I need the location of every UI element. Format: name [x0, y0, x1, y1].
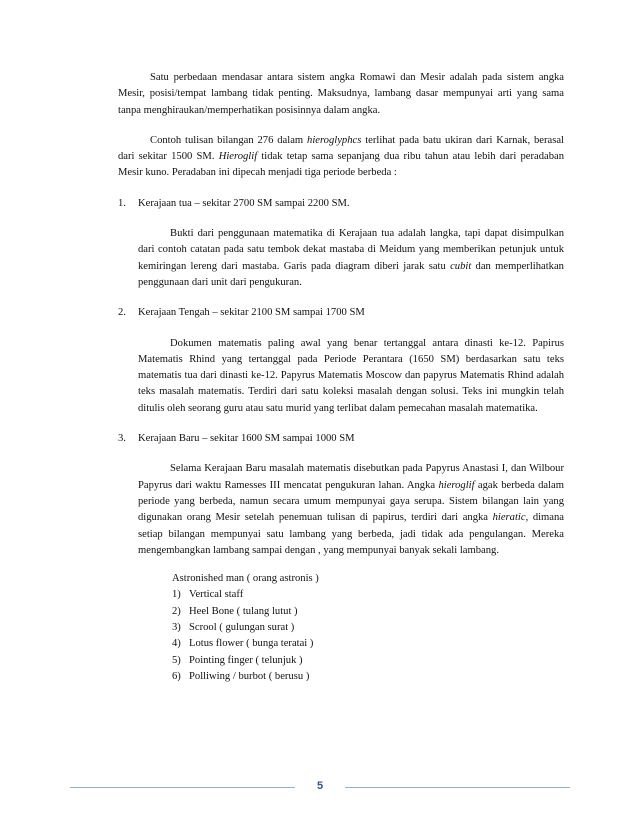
- list-item-text: Pointing finger ( telunjuk ): [189, 654, 303, 666]
- list-item-number: 3): [172, 622, 181, 634]
- list-item-text: Scrool ( gulungan surat ): [189, 622, 295, 634]
- page-number: 5: [316, 780, 324, 792]
- list-item: [172, 587, 564, 603]
- term-hieroglif: Hieroglif: [218, 151, 258, 163]
- period-3-paragraph: [138, 461, 564, 559]
- term-hieroglif: hieroglif: [438, 479, 475, 491]
- example-text-b: terlihat pada batu ukiran dari Karnak, berasal dari sekitar 1500 SM.: [118, 134, 564, 163]
- term-cubit: cubit: [450, 260, 472, 272]
- intro-paragraph: Satu perbedaan mendasar antara sistem angka Romawi dan Mesir adalah pada sistem angka Mesir, posisi/tempat lambang tidak penting. Maksudnya, lambang dasar mempunyai arti yang sama tanpa menghiraukan/memperhatikan posisinnya dalam angka.: [118, 72, 564, 116]
- period-1-body: [118, 226, 564, 291]
- period-1-heading: [118, 196, 564, 212]
- period-1-text-a: Bukti dari penggunaan matematika di Kerajaan tua adalah langka, tapi dapat disimpulkan dari contoh catatan pada satu tembok dekat mastaba di Meidum yang memberikan petunjuk untuk kemiringan lereng dari mastaba. Garis pada diagram diberi jarak satu: [138, 228, 564, 272]
- page-footer: [70, 778, 570, 798]
- page-content: [118, 70, 564, 685]
- term-hieratic: hieratic: [492, 512, 526, 524]
- example-paragraph: [118, 133, 564, 182]
- symbol-list: [138, 571, 564, 685]
- period-3-text-c: , dimana setiap bilangan mempunyai satu lambang yang berbeda, jadi tidak ada pengulangan. Mereka mengembangkan lambang sampai dengan , yang mempunyai banyak sekali lambang.: [138, 512, 565, 556]
- example-text-a: Contoh tulisan bilangan 276 dalam: [150, 134, 308, 146]
- list-item-number: 2): [172, 605, 181, 617]
- list-item-text: Lotus flower ( bunga teratai ): [189, 638, 314, 650]
- footer-rule-left: [70, 787, 295, 788]
- period-number: 3.: [118, 433, 126, 445]
- period-3-text-a: Selama Kerajaan Baru masalah matematis disebutkan pada Papyrus Anastasi I, dan Wilbour Papyrus dari waktu Ramesses III mencatat pengukuran lahan. Angka: [138, 463, 564, 491]
- list-item-number: 5): [172, 654, 181, 666]
- period-3-body: [118, 461, 564, 685]
- example-text-c: tidak tetap sama sepanjang dua ribu tahun atau lebih dari peradaban Mesir kuno. Peradaban ini dipecah menjadi tiga periode berbeda :: [118, 151, 565, 179]
- period-2-body: [118, 336, 564, 417]
- list-item: [172, 653, 564, 669]
- term-hieroglyphcs: hieroglyphcs: [307, 134, 362, 146]
- period-title: Kerajaan tua – sekitar 2700 SM sampai 2200 SM.: [138, 197, 350, 209]
- period-number: 1.: [118, 197, 126, 209]
- list-item-text: Vertical staff: [189, 589, 244, 601]
- list-item-text: Polliwing / burbot ( berusu ): [189, 670, 310, 682]
- list-item-number: 1): [172, 589, 181, 601]
- period-2-paragraph: Dokumen matematis paling awal yang benar tertanggal antara dinasti ke-12. Papirus Matematis Rhind yang tertanggal pada Periode Perantara (1650 SM) berdasarkan satu teks matematis tua dari dinasti ke-12. Papyrus Matematis Moscow dan papyrus Matematis Rhind adalah teks masalah matematis. Terdiri dari satu koleksi masalah dengan solusi. Teks ini mungkin telah ditulis oleh seorang guru atau satu murid yang terlibat dalam pemecahan masalah matematika.: [138, 337, 564, 414]
- period-1-text-b: dan memperlihatkan penggunaan dari unit dari pengukuran.: [138, 260, 564, 288]
- list-item-number: 4): [172, 638, 181, 650]
- list-item-text: Heel Bone ( tulang lutut ): [189, 605, 298, 617]
- symbol-list-title: Astronished man ( orang astronis ): [172, 573, 319, 585]
- period-3-text-b: agak berbeda dalam periode yang berbeda, namun secara umum mempunyai gaya serupa. Sistem bilangan lain yang digunakan orang Mesir setelah penemuan tulisan di papirus, terdiri dari angka: [138, 479, 565, 524]
- period-number: 2.: [118, 307, 126, 319]
- list-item: [172, 620, 564, 636]
- footer-rule-right: [345, 787, 570, 788]
- list-item-number: 6): [172, 670, 181, 682]
- list-item: [172, 604, 564, 620]
- period-1-paragraph: [138, 226, 564, 291]
- period-3-heading: [118, 431, 564, 447]
- period-title: Kerajaan Baru – sekitar 1600 SM sampai 1000 SM: [138, 433, 355, 445]
- list-item: [172, 669, 564, 685]
- list-item: [172, 636, 564, 652]
- period-title: Kerajaan Tengah – sekitar 2100 SM sampai 1700 SM: [138, 307, 365, 319]
- period-2-heading: [118, 305, 564, 321]
